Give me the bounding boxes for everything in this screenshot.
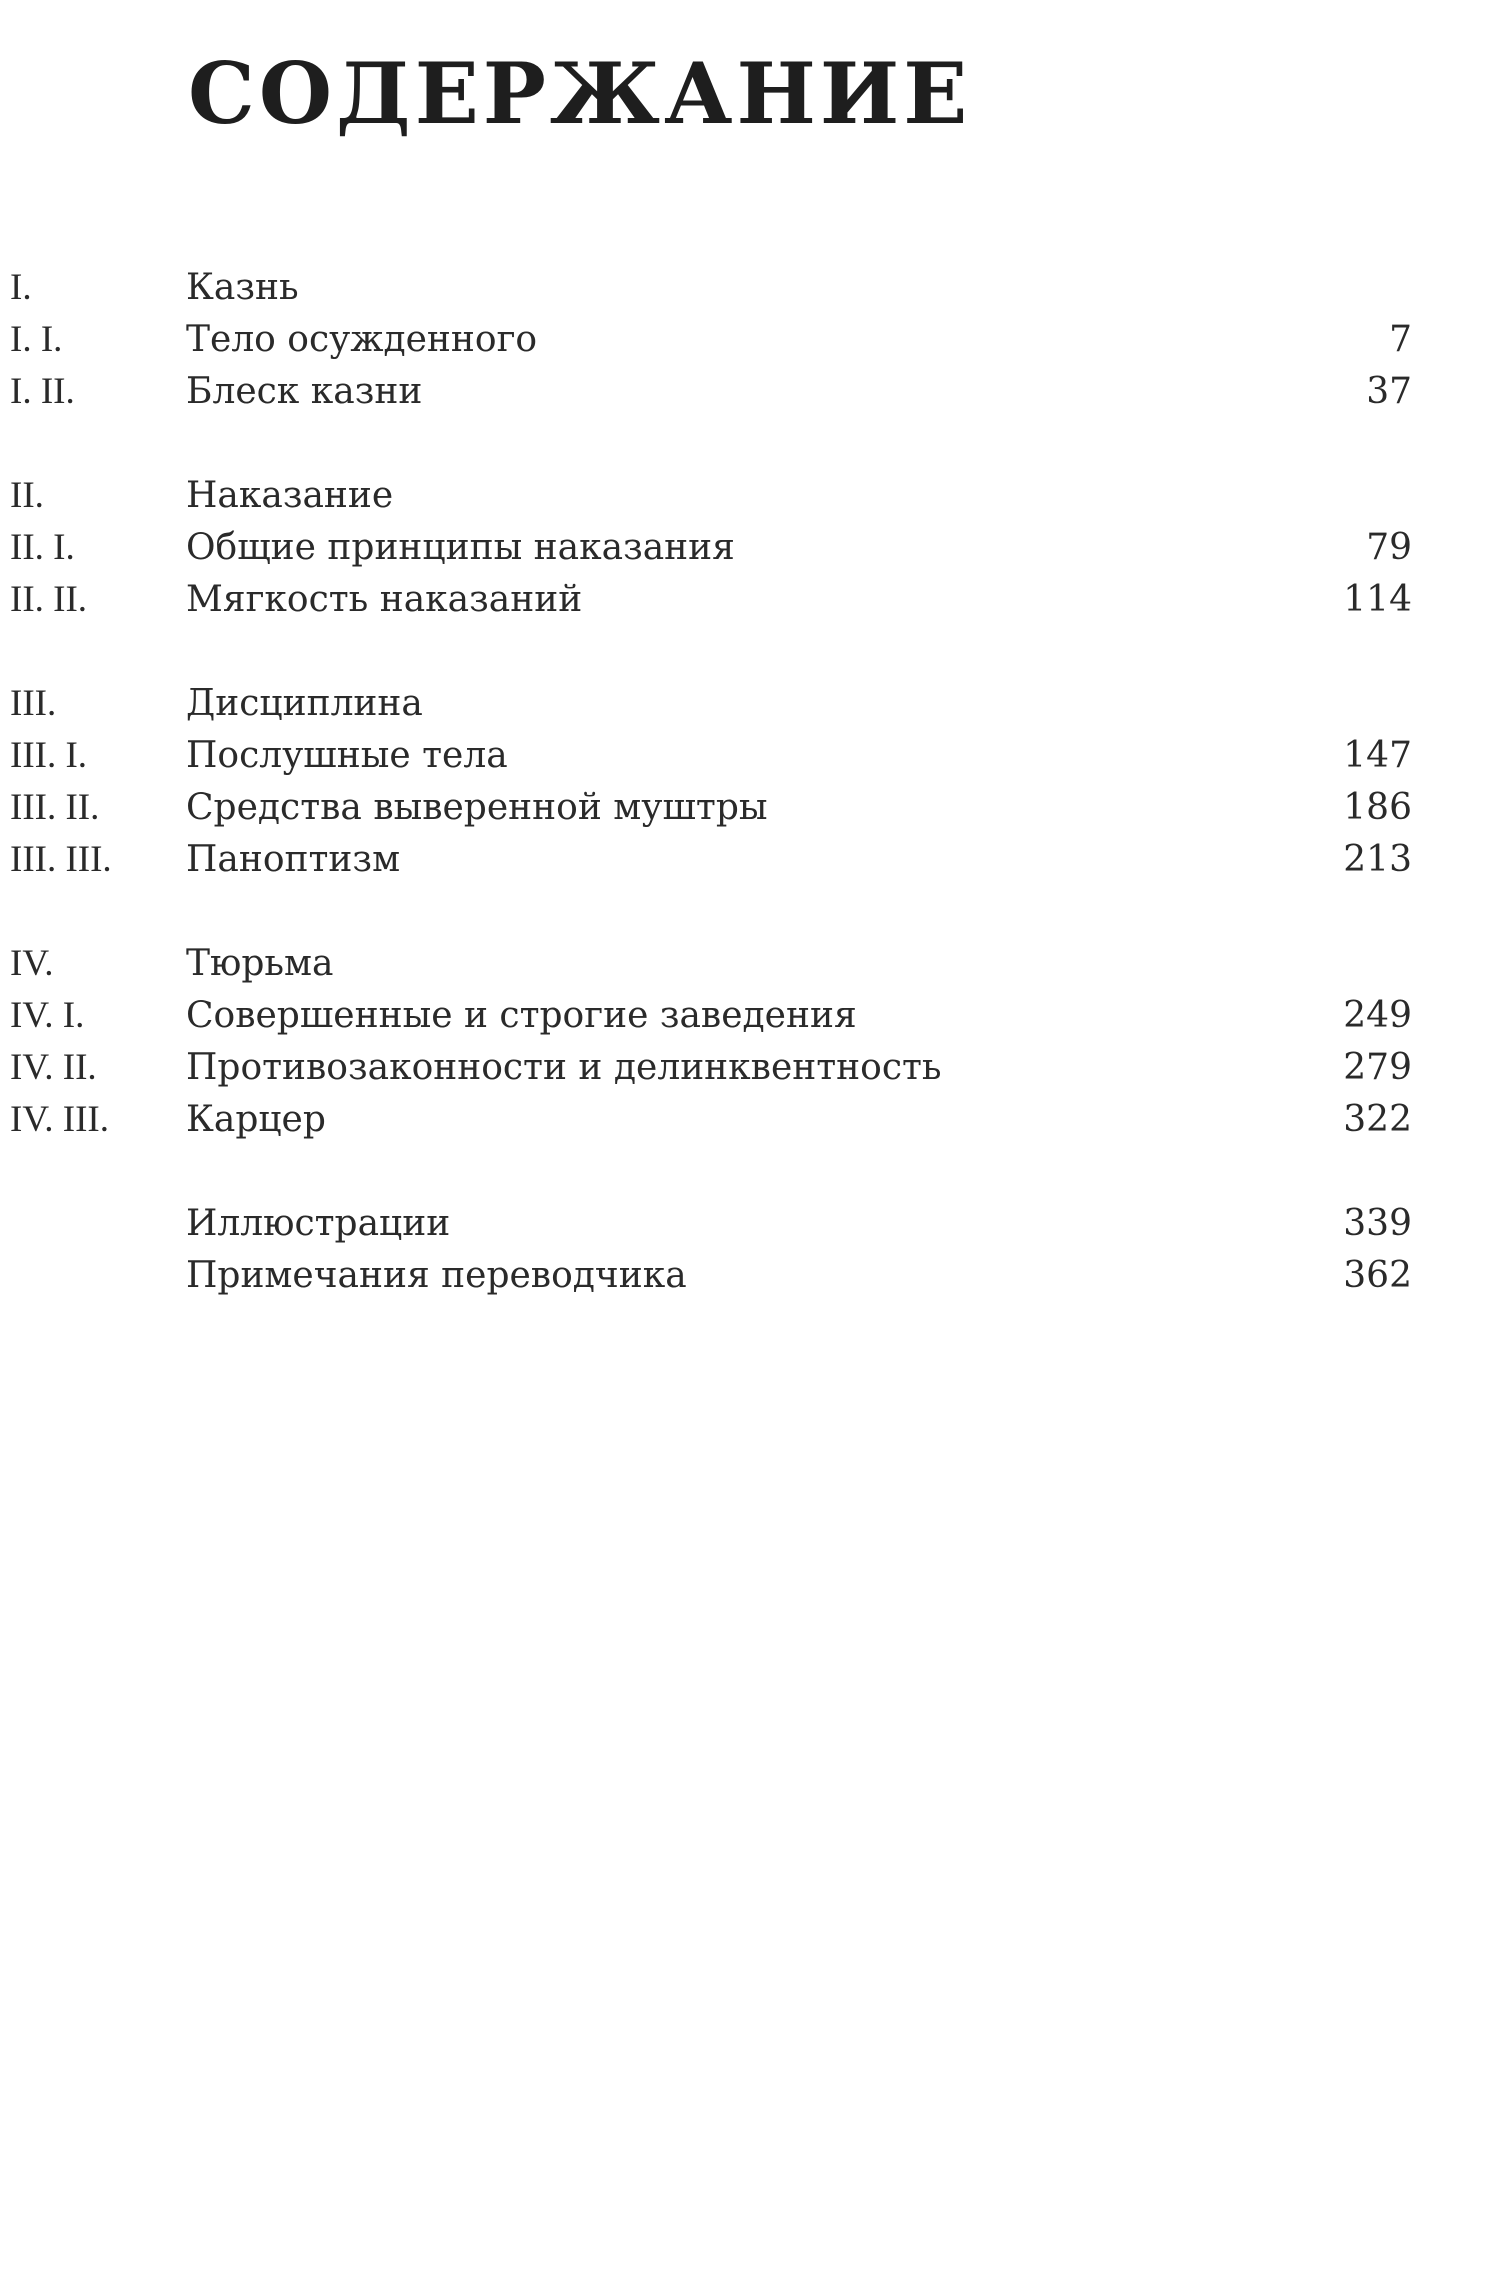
entry-page-number: 213: [1343, 839, 1412, 880]
toc-entry: [0, 522, 1500, 574]
entry-number: I. II.: [10, 371, 75, 412]
toc-entry: [0, 782, 1500, 834]
section-spacer: [0, 886, 1500, 938]
page-title: СОДЕРЖАНИЕ: [188, 44, 972, 143]
section-spacer: [0, 626, 1500, 678]
entry-number: III. III.: [10, 839, 112, 880]
entry-page-number: 79: [1366, 527, 1412, 568]
section-title: Тюрьма: [186, 943, 334, 984]
section-spacer: [0, 1146, 1500, 1198]
section-number: IV.: [10, 943, 54, 984]
entry-number: II. I.: [10, 527, 75, 568]
toc-entry: [0, 834, 1500, 886]
toc-entry: [0, 1094, 1500, 1146]
toc-entry: [0, 366, 1500, 418]
entry-page-number: 186: [1343, 787, 1412, 828]
section-number: II.: [10, 475, 44, 516]
entry-title: Общие принципы наказания: [186, 527, 735, 568]
entry-number: IV. I.: [10, 995, 85, 1036]
entry-title: Иллюстрации: [186, 1203, 451, 1244]
section-title: Наказание: [186, 475, 394, 516]
section-title: Казнь: [186, 267, 299, 308]
entry-title: Тело осужденного: [186, 319, 538, 360]
toc-entry: [0, 314, 1500, 366]
entry-page-number: 249: [1343, 995, 1412, 1036]
entry-title: Послушные тела: [186, 735, 508, 776]
toc-appendix-entry: [0, 1250, 1500, 1302]
toc-appendix-entry: [0, 1198, 1500, 1250]
toc-section-heading: [0, 938, 1500, 990]
toc-section-heading: [0, 470, 1500, 522]
entry-number: II. II.: [10, 579, 88, 620]
toc-section-heading: [0, 678, 1500, 730]
entry-title: Средства выверенной муштры: [186, 787, 768, 828]
entry-page-number: 339: [1343, 1203, 1412, 1244]
entry-page-number: 37: [1366, 371, 1412, 412]
section-spacer: [0, 418, 1500, 470]
entry-title: Мягкость наказаний: [186, 579, 583, 620]
section-number: I.: [10, 267, 32, 308]
section-number: III.: [10, 683, 57, 724]
entry-title: Блеск казни: [186, 371, 423, 412]
entry-title: Противозаконности и делинквентность: [186, 1047, 942, 1088]
toc-entry: [0, 730, 1500, 782]
entry-number: IV. II.: [10, 1047, 97, 1088]
entry-title: Совершенные и строгие заведения: [186, 995, 857, 1036]
entry-number: I. I.: [10, 319, 63, 360]
entry-page-number: 114: [1343, 579, 1412, 620]
entry-page-number: 147: [1343, 735, 1412, 776]
entry-title: Примечания переводчика: [186, 1255, 687, 1296]
toc-entry: [0, 1042, 1500, 1094]
toc-entry: [0, 574, 1500, 626]
entry-page-number: 362: [1343, 1255, 1412, 1296]
toc-entry: [0, 990, 1500, 1042]
toc-section-heading: [0, 262, 1500, 314]
entry-number: IV. III.: [10, 1099, 109, 1140]
table-of-contents: [0, 262, 1500, 1302]
entry-page-number: 279: [1343, 1047, 1412, 1088]
section-title: Дисциплина: [186, 683, 423, 724]
entry-number: III. I.: [10, 735, 88, 776]
entry-title: Карцер: [186, 1099, 326, 1140]
entry-page-number: 322: [1343, 1099, 1412, 1140]
entry-title: Паноптизм: [186, 839, 401, 880]
entry-page-number: 7: [1389, 319, 1412, 360]
entry-number: III. II.: [10, 787, 100, 828]
